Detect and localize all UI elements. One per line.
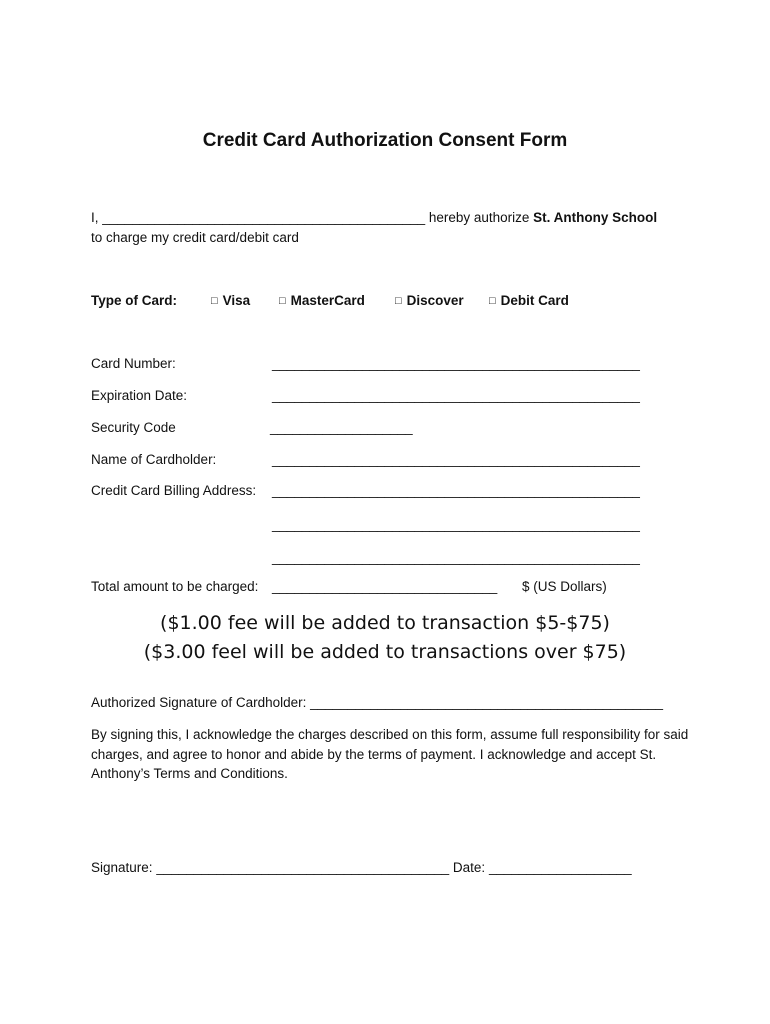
checkbox-icon[interactable]: □ [489, 295, 496, 307]
card-option-label: Discover [406, 293, 464, 308]
security-code-field[interactable]: ___________________ [270, 420, 413, 435]
fee-note-2: ($3.00 feel will be added to transactions over $75) [143, 641, 627, 663]
expiration-date-label: Expiration Date: [91, 388, 188, 403]
currency-note: $ (US Dollars) [522, 579, 607, 594]
authorized-signature-field[interactable]: _______________________________________________ [310, 695, 664, 710]
signature-field[interactable]: _______________________________________ [156, 860, 450, 875]
intro-name-blank[interactable]: I, ___________________________________________ hereby authorize [91, 210, 534, 225]
checkbox-icon[interactable]: □ [279, 295, 286, 307]
signature-label: Signature: [91, 860, 153, 875]
expiration-date-field[interactable]: _________________________________________________ [272, 388, 640, 403]
authorized-signature-label: Authorized Signature of Cardholder: [91, 695, 307, 710]
date-field[interactable]: ___________________ [488, 860, 632, 875]
signature-row [91, 860, 632, 876]
total-amount-field[interactable]: ______________________________ [272, 579, 498, 594]
intro-line-2: to charge my credit card/debit card [91, 230, 299, 245]
card-option-debit[interactable] [489, 293, 569, 308]
card-option-discover[interactable] [395, 293, 464, 308]
card-option-label: Visa [222, 293, 251, 308]
total-amount-label: Total amount to be charged: [91, 579, 259, 594]
card-type-label: Type of Card: [91, 293, 178, 308]
billing-address-line-3[interactable]: _________________________________________________ [272, 550, 640, 565]
billing-address-field[interactable]: _________________________________________________ [272, 483, 640, 498]
checkbox-icon[interactable]: □ [395, 295, 402, 307]
form-title: Credit Card Authorization Consent Form [202, 130, 568, 151]
card-number-field[interactable]: _________________________________________________ [272, 356, 640, 371]
card-option-label: MasterCard [290, 293, 365, 308]
card-number-label: Card Number: [91, 356, 176, 371]
intro-line-1 [91, 210, 657, 226]
card-option-visa[interactable] [211, 293, 250, 308]
date-label: Date: [452, 860, 486, 875]
card-option-mastercard[interactable] [279, 293, 365, 308]
cardholder-name-field[interactable]: _________________________________________________ [272, 452, 640, 467]
fee-note-1: ($1.00 fee will be added to transaction $5-$75) [160, 612, 610, 634]
acknowledgment-text: By signing this, I acknowledge the charges described on this form, assume full responsibility for said charges, and agree to honor and abide by the terms of payment. I acknowledge and accept St. Anthony’s Terms and Conditions. [91, 727, 689, 781]
billing-address-label: Credit Card Billing Address: [91, 483, 257, 498]
security-code-label: Security Code [91, 420, 176, 435]
checkbox-icon[interactable]: □ [211, 295, 218, 307]
authorized-signature-row [91, 695, 663, 711]
card-option-label: Debit Card [500, 293, 569, 308]
billing-address-line-2[interactable]: _________________________________________________ [272, 517, 640, 532]
school-name: St. Anthony School [533, 210, 658, 225]
cardholder-name-label: Name of Cardholder: [91, 452, 217, 467]
